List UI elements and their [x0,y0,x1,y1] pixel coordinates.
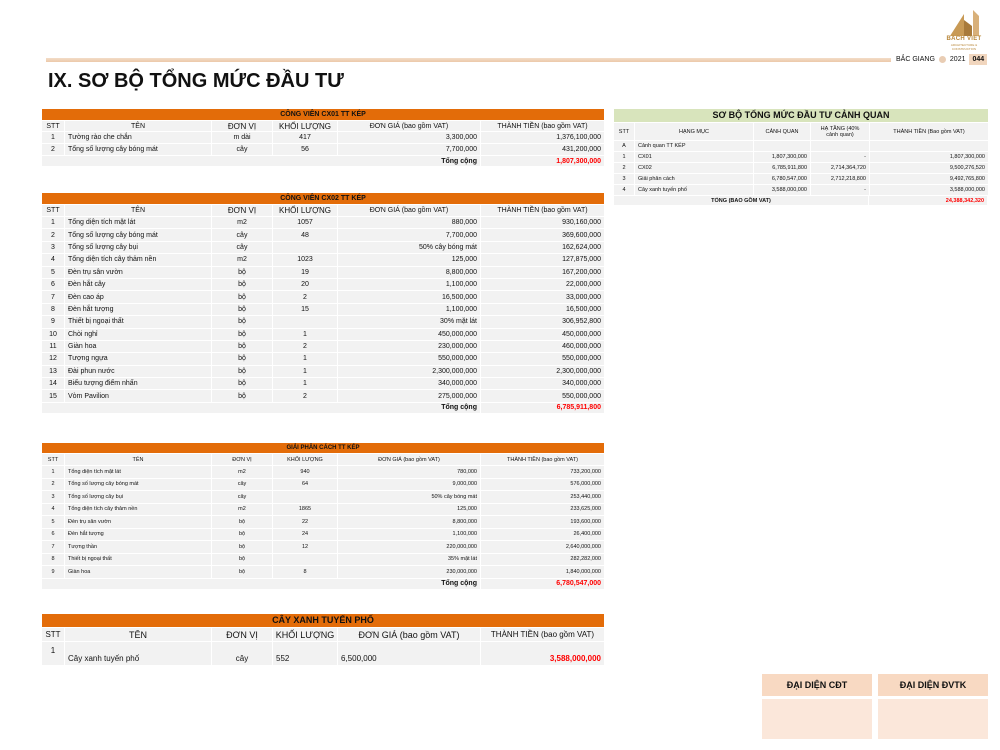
table-row [42,553,604,566]
cell-category: Cảnh quan TT KÉP [635,141,753,151]
divider-table-title: GIẢI PHÂN CÁCH TT KÉP [42,443,604,453]
cell-quantity: 1865 [273,504,337,516]
cell-name: Giàn hoa [65,341,211,352]
cell-amount: 2,300,000,000 [481,366,604,377]
cell-name: Tổng số lượng cây bóng mát [65,144,211,155]
street-trees-table [42,614,604,665]
cell-name: Tổng diện tích cây thảm nền [65,254,211,265]
cx02-table-title: CÔNG VIÊN CX02 TT KÉP [42,193,604,204]
cell-unit: cây [212,144,272,155]
table-row [42,352,604,364]
cell-unit-price: 35% mặt lát [338,554,480,566]
cell-unit-price: 125,000 [338,504,480,516]
cell-name: Cây xanh tuyến phố [65,642,211,665]
total-label: Tổng cộng [42,579,480,589]
cell-infrastructure: - [811,152,869,162]
cell-name: Giàn hoa [65,566,211,578]
cell-name: Đèn hắt cây [65,279,211,290]
owner-signature-label: ĐẠI DIỆN CĐT [762,674,872,696]
total-label: Tổng cộng [42,156,480,166]
cell-unit-price: 3,300,000 [338,132,480,143]
cell-category: CX01 [635,152,753,162]
divider-table-body [42,465,604,578]
table-row [42,490,604,503]
cell-unit-price: 880,000 [338,217,480,228]
cell-unit: m2 [212,217,272,228]
table-row [42,328,604,340]
designer-signature-label: ĐẠI DIỆN ĐVTK [878,674,988,696]
cell-unit-price: 16,500,000 [338,291,480,302]
column-header: STT [42,628,64,641]
cell-quantity: 15 [273,304,337,315]
table-row [42,131,604,143]
table-row [614,151,988,162]
cell-amount: 233,625,000 [481,504,604,516]
cell-quantity: 940 [273,466,337,478]
column-header: KHỐI LƯỢNG [273,628,337,641]
total-row [42,402,604,413]
table-row [42,641,604,665]
cell-unit-price: 9,000,000 [338,479,480,491]
cell-unit-price: 8,800,000 [338,516,480,528]
total-label: Tổng cộng [42,403,480,413]
cell-amount: 127,875,000 [481,254,604,265]
cell-unit: m dài [212,132,272,143]
table-row [42,228,604,240]
cell-infrastructure: 2,712,218,800 [811,174,869,184]
cell-quantity: 1 [273,378,337,389]
cell-amount: 33,000,000 [481,291,604,302]
cell-landscape [754,141,810,151]
cell-category: Cây xanh tuyến phố [635,185,753,195]
cell-amount [870,141,988,151]
table-row [42,365,604,377]
table-row [42,253,604,265]
cell-stt: 2 [42,144,64,155]
cell-amount: 253,440,000 [481,491,604,503]
cell-unit: bộ [212,541,272,553]
cell-quantity [273,554,337,566]
cell-stt: 8 [42,554,64,566]
cx01-table [42,109,604,166]
cell-stt: 3 [42,242,64,253]
cell-amount: 733,200,000 [481,466,604,478]
designer-signature-area [878,699,988,739]
column-header: ĐƠN VỊ [212,454,272,465]
cell-unit: m2 [212,466,272,478]
cell-unit-price: 50% cây bóng mát [338,491,480,503]
cell-unit-price: 30% mặt lát [338,316,480,327]
column-header: STT [42,454,64,465]
cell-unit: bộ [212,267,272,278]
cell-quantity: 24 [273,529,337,541]
cell-stt: 13 [42,366,64,377]
cell-amount: 460,000,000 [481,341,604,352]
cell-quantity: 1 [273,366,337,377]
cell-name: Thiết bị ngoại thất [65,554,211,566]
table-row [42,565,604,578]
cell-quantity: 22 [273,516,337,528]
cx02-table-body [42,216,604,402]
cell-stt: 9 [42,566,64,578]
table-row [42,266,604,278]
header-divider [46,58,891,62]
column-header: ĐƠN GIÁ (bao gồm VAT) [338,121,480,131]
cell-unit: bộ [212,516,272,528]
cell-unit-price: 50% cây bóng mát [338,242,480,253]
table-header-row [42,453,604,465]
cell-unit-price: 7,700,000 [338,229,480,240]
column-header: KHỐI LƯỢNG [273,121,337,131]
cell-unit: bộ [212,316,272,327]
cell-infrastructure: - [811,185,869,195]
cell-name: Đèn trụ sân vườn [65,516,211,528]
cell-name: Chòi nghỉ [65,329,211,340]
cell-landscape: 3,588,000,000 [754,185,810,195]
cell-amount: 431,200,000 [481,144,604,155]
table-row [42,216,604,228]
cell-stt: 1 [42,642,64,665]
cell-amount: 340,000,000 [481,378,604,389]
cell-landscape: 6,780,547,000 [754,174,810,184]
cell-amount: 450,000,000 [481,329,604,340]
cell-landscape: 6,785,911,800 [754,163,810,173]
cell-quantity: 2 [273,390,337,401]
cell-amount: 1,376,100,000 [481,132,604,143]
cell-quantity: 2 [273,341,337,352]
cell-unit-price: 340,000,000 [338,378,480,389]
cell-stt: 8 [42,304,64,315]
cell-amount: 9,500,276,520 [870,163,988,173]
column-header: THÀNH TIỀN (Bao gồm VAT) [870,123,988,140]
total-value: 6,785,911,800 [481,403,604,413]
cell-unit-price: 1,100,000 [338,529,480,541]
cell-unit: cây [212,479,272,491]
cell-amount: 22,000,000 [481,279,604,290]
cell-quantity: 2 [273,291,337,302]
table-row [42,528,604,541]
cell-amount: 9,492,765,800 [870,174,988,184]
cell-unit-price: 450,000,000 [338,329,480,340]
location-label: BẮC GIANG [896,56,935,63]
table-row [42,303,604,315]
cell-unit: bộ [212,341,272,352]
page-meta [896,54,987,65]
cell-name: Tổng số lượng cây bóng mát [65,229,211,240]
cell-unit-price: 2,300,000,000 [338,366,480,377]
cell-quantity: 19 [273,267,337,278]
cell-stt: 3 [614,174,634,184]
cell-quantity: 8 [273,566,337,578]
column-header: ĐƠN GIÁ (bao gồm VAT) [338,205,480,216]
table-row [42,503,604,516]
cx01-table-title: CÔNG VIÊN CX01 TT KÉP [42,109,604,120]
table-row [42,290,604,302]
cell-quantity [273,491,337,503]
cell-amount: 2,640,000,000 [481,541,604,553]
column-header: HẠ TẦNG (40% cảnh quan) [811,123,869,140]
column-header: TÊN [65,205,211,216]
cell-amount: 16,500,000 [481,304,604,315]
cell-amount: 930,160,000 [481,217,604,228]
cell-infrastructure [811,141,869,151]
cell-amount: 3,588,000,000 [481,642,604,665]
cell-stt: 3 [42,491,64,503]
cell-stt: 4 [42,504,64,516]
cell-quantity: 1 [273,353,337,364]
column-header: ĐƠN VỊ [212,121,272,131]
table-header-row [42,204,604,216]
cell-stt: 6 [42,529,64,541]
cell-stt: 7 [42,291,64,302]
column-header: KHỐI LƯỢNG [273,454,337,465]
cell-unit-price: 550,000,000 [338,353,480,364]
cell-stt: 9 [42,316,64,327]
cell-name: Thiết bị ngoại thất [65,316,211,327]
logo-brand-name: BACH VIET [946,36,982,42]
cell-stt: 2 [614,163,634,173]
table-header-row [42,120,604,131]
table-row [42,389,604,401]
table-row [42,241,604,253]
cell-amount: 167,200,000 [481,267,604,278]
cell-name: Đèn trụ sân vườn [65,267,211,278]
page-number: 044 [969,54,987,65]
table-row [42,540,604,553]
cell-name: Tổng số lượng cây bụi [65,242,211,253]
column-header: CẢNH QUAN [754,123,810,140]
cell-quantity: 12 [273,541,337,553]
divider-table [42,443,604,589]
cell-quantity: 552 [273,642,337,665]
cell-unit: bộ [212,366,272,377]
column-header: THÀNH TIỀN (bao gồm VAT) [481,628,604,641]
logo-tagline: ARCHITECTURE & CONSTRUCTION [950,43,978,51]
total-value: 6,780,547,000 [481,579,604,589]
cell-amount: 3,588,000,000 [870,185,988,195]
summary-table-title: SƠ BỘ TỔNG MỨC ĐẦU TƯ CẢNH QUAN [614,109,988,122]
column-header: KHỐI LƯỢNG [273,205,337,216]
column-header: ĐƠN GIÁ (bao gồm VAT) [338,628,480,641]
cell-unit: bộ [212,566,272,578]
cell-quantity: 1023 [273,254,337,265]
cell-stt: 2 [42,479,64,491]
cell-stt: 1 [42,132,64,143]
column-header: THÀNH TIỀN (bao gồm VAT) [481,121,604,131]
cell-unit-price: 1,100,000 [338,279,480,290]
cell-quantity: 417 [273,132,337,143]
cell-unit-price: 1,100,000 [338,304,480,315]
cell-unit-price: 125,000 [338,254,480,265]
cell-category: Giải phân cách [635,174,753,184]
column-header: ĐƠN VỊ [212,205,272,216]
cell-name: Đài phun nước [65,366,211,377]
cell-unit: bộ [212,279,272,290]
cell-stt: 10 [42,329,64,340]
cell-stt: 2 [42,229,64,240]
cell-amount: 550,000,000 [481,390,604,401]
cell-amount: 282,282,000 [481,554,604,566]
cell-quantity: 1057 [273,217,337,228]
column-header: ĐƠN VỊ [212,628,272,641]
cell-unit: bộ [212,291,272,302]
cell-unit-price: 6,500,000 [338,642,480,665]
column-header: TÊN [65,628,211,641]
cell-unit: cây [212,642,272,665]
cell-unit: bộ [212,529,272,541]
year-label: 2021 [949,56,966,63]
owner-signature-box [762,674,872,740]
table-row [42,143,604,155]
cell-stt: 4 [42,254,64,265]
table-row [614,140,988,151]
cell-unit: m2 [212,504,272,516]
cell-unit-price: 230,000,000 [338,566,480,578]
table-row [614,184,988,195]
table-row [42,340,604,352]
cell-amount: 193,600,000 [481,516,604,528]
cell-quantity: 1 [273,329,337,340]
cell-name: Đèn cao áp [65,291,211,302]
cell-unit: bộ [212,329,272,340]
table-row [614,173,988,184]
cell-unit-price: 230,000,000 [338,341,480,352]
table-row [42,465,604,478]
table-row [42,515,604,528]
total-value: 1,807,300,000 [481,156,604,166]
page-title: IX. SƠ BỘ TỔNG MỨC ĐẦU TƯ [48,70,344,92]
cell-stt: 15 [42,390,64,401]
street-trees-table-title: CÂY XANH TUYẾN PHỐ [42,614,604,627]
column-header: ĐƠN GIÁ (bao gồm VAT) [338,454,480,465]
cell-amount: 576,000,000 [481,479,604,491]
cell-name: Tổng số lượng cây bóng mát [65,479,211,491]
designer-signature-box [878,674,988,740]
cell-unit: cây [212,229,272,240]
summary-table-body [614,140,988,195]
cell-stt: 4 [614,185,634,195]
cell-stt: 1 [614,152,634,162]
cell-name: Tượng thần [65,541,211,553]
cell-quantity [273,242,337,253]
table-header-row [42,627,604,641]
cell-stt: 1 [42,466,64,478]
column-header: HẠNG MỤC [635,123,753,140]
cell-unit: bộ [212,353,272,364]
cell-amount: 369,600,000 [481,229,604,240]
cell-quantity: 20 [273,279,337,290]
summary-table [614,109,988,205]
cell-name: Tổng số lượng cây bụi [65,491,211,503]
cell-unit: bộ [212,390,272,401]
cell-unit-price: 8,800,000 [338,267,480,278]
cell-infrastructure: 2,714,364,720 [811,163,869,173]
column-header: TÊN [65,121,211,131]
cell-quantity: 56 [273,144,337,155]
cell-landscape: 1,807,300,000 [754,152,810,162]
cell-stt: 7 [42,541,64,553]
cell-amount: 1,807,300,000 [870,152,988,162]
cell-amount: 550,000,000 [481,353,604,364]
cell-name: Tường rào che chắn [65,132,211,143]
cell-stt: 6 [42,279,64,290]
cx02-table [42,193,604,413]
total-row [614,195,988,205]
cell-unit-price: 7,700,000 [338,144,480,155]
table-row [614,162,988,173]
cell-name: Tổng diện tích mặt lát [65,466,211,478]
column-header: STT [614,123,634,140]
cell-unit: m2 [212,254,272,265]
total-value: 24,388,342,320 [869,196,987,205]
cell-unit-price: 275,000,000 [338,390,480,401]
cell-name: Tổng diện tích cây thảm nền [65,504,211,516]
cell-amount: 306,952,800 [481,316,604,327]
cell-quantity: 64 [273,479,337,491]
cell-unit: bộ [212,554,272,566]
table-row [42,377,604,389]
cell-name: Tượng ngựa [65,353,211,364]
cell-unit-price: 780,000 [338,466,480,478]
column-header: THÀNH TIỀN (bao gồm VAT) [481,454,604,465]
cell-unit-price: 220,000,000 [338,541,480,553]
cell-stt: 11 [42,341,64,352]
table-row [42,315,604,327]
cell-amount: 162,624,000 [481,242,604,253]
cell-name: Vòm Pavilion [65,390,211,401]
column-header: STT [42,205,64,216]
cell-unit: bộ [212,378,272,389]
cell-stt: 5 [42,267,64,278]
cell-stt: A [614,141,634,151]
cell-name: Tổng diện tích mặt lát [65,217,211,228]
owner-signature-area [762,699,872,739]
column-header: THÀNH TIỀN (bao gồm VAT) [481,205,604,216]
cell-stt: 5 [42,516,64,528]
meta-dot-icon [939,56,946,63]
table-row [42,278,604,290]
cell-stt: 12 [42,353,64,364]
cell-unit: bộ [212,304,272,315]
cell-unit: cây [212,491,272,503]
cell-amount: 1,840,000,000 [481,566,604,578]
cell-amount: 26,400,000 [481,529,604,541]
column-header: STT [42,121,64,131]
total-row [42,155,604,166]
table-row [42,478,604,491]
cell-quantity: 48 [273,229,337,240]
cell-unit: cây [212,242,272,253]
cell-quantity [273,316,337,327]
column-header: TÊN [65,454,211,465]
cell-category: CX02 [635,163,753,173]
cell-stt: 14 [42,378,64,389]
total-label: TỔNG (BAO GỒM VAT) [614,196,868,205]
cell-name: Biểu tượng điểm nhấn [65,378,211,389]
cell-name: Đèn hắt tượng [65,529,211,541]
total-row [42,578,604,589]
table-header-row [614,122,988,140]
cell-stt: 1 [42,217,64,228]
cell-name: Đèn hắt tượng [65,304,211,315]
